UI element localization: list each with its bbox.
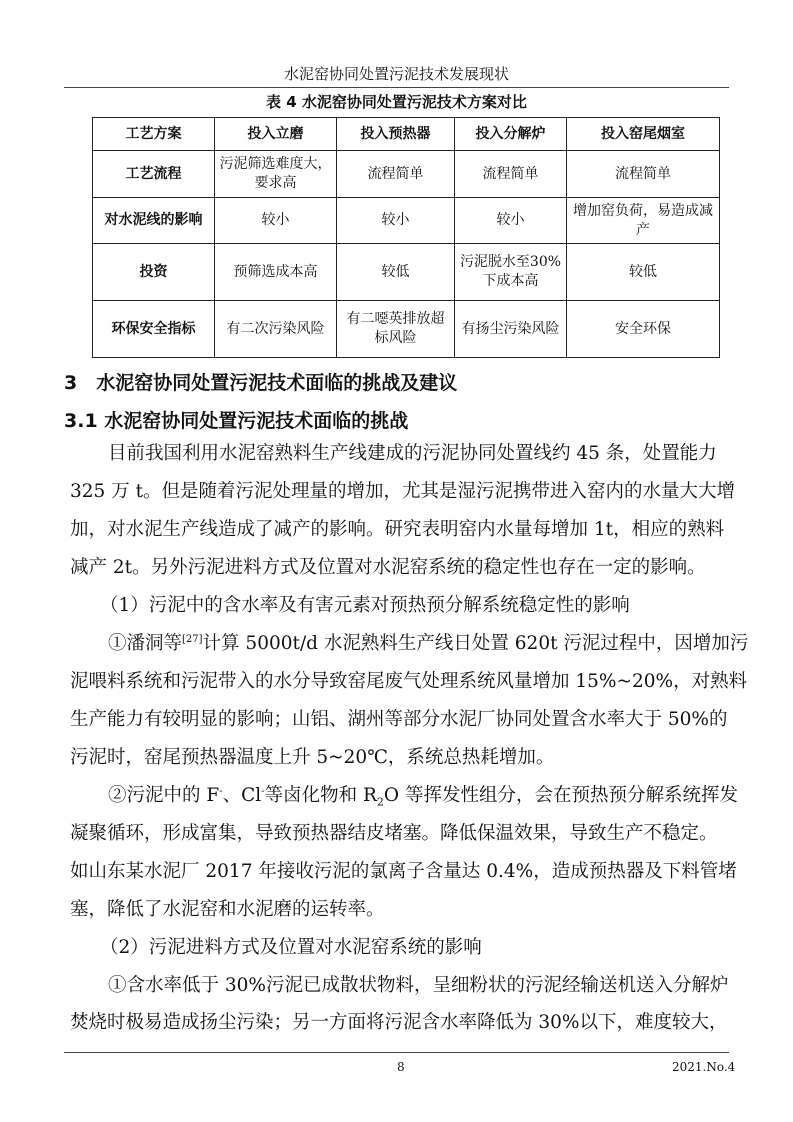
paragraph-line: 目前我国利用水泥窑熟料生产线建成的污泥协同处置线约 45 条，处置能力	[108, 443, 717, 464]
paragraph-line: 泥喂料系统和污泥带入的水分导致窑尾废气处理系统风量增加 15%~20%，对熟料	[70, 671, 748, 692]
text-run: ②污泥中的 F	[108, 785, 220, 806]
paragraph-line: ①含水率低于 30%污泥已成散状物料，呈细粉状的污泥经输送机送入分解炉	[108, 975, 729, 996]
subsection-heading: 3.1 水泥窑协同处置污泥技术面临的挑战	[64, 410, 409, 432]
header-rule	[64, 87, 729, 88]
paragraph-line: 减产 2t。另外污泥进料方式及位置对水泥窑系统的稳定性也存在一定的影响。	[70, 557, 706, 578]
table-cell: 流程简单	[567, 151, 720, 198]
table-cell: 污泥筛选难度大，要求高	[215, 151, 337, 198]
table-caption: 表 4 水泥窑协同处置污泥技术方案对比	[266, 93, 527, 111]
paragraph-line: ②污泥中的 F-、Cl-等卤化物和 $R_2O$ 等挥发性组分，会在预热预分解系统挥发	[108, 785, 738, 809]
paragraph-line: 加，对水泥生产线造成了减产的影响。研究表明窑内水量每增加 1t，相应的熟料	[70, 519, 725, 540]
text-run: 、Cl	[222, 785, 262, 806]
issue-label: 2021.No.4	[672, 1060, 736, 1074]
text-run: 等卤化物和 R	[264, 785, 377, 806]
page-number: 8	[397, 1060, 405, 1074]
table-cell: 有二噁英排放超标风险	[337, 301, 455, 358]
table-cell: 较小	[337, 198, 455, 244]
table-cell: 较低	[337, 244, 455, 301]
table-cell: 较小	[455, 198, 567, 244]
row-label: 环保安全指标	[93, 301, 215, 358]
header-cell: 投入预热器	[337, 118, 455, 151]
table-row	[93, 151, 720, 198]
paragraph-line: 生产能力有较明显的影响；山铝、湖州等部分水泥厂协同处置含水率大于 50%的	[70, 709, 728, 730]
table-cell: 较低	[567, 244, 720, 301]
row-label: 投资	[93, 244, 215, 301]
paragraph-line: 焚烧时极易造成扬尘污染；另一方面将污泥含水率降低为 30%以下，难度较大，	[70, 1012, 728, 1033]
header-cell: 工艺方案	[93, 118, 215, 151]
footer-rule	[64, 1052, 729, 1053]
table-cell: 安全环保	[567, 301, 720, 358]
header-cell: 投入窑尾烟室	[567, 118, 720, 151]
table-cell: 流程简单	[455, 151, 567, 198]
paragraph-line: 如山东某水泥厂 2017 年接收污泥的氯离子含量达 0.4%，造成预热器及下料管堵	[70, 861, 737, 882]
paragraph-line: （1）污泥中的含水率及有害元素对预热预分解系统稳定性的影响	[100, 595, 630, 616]
section-heading: 3 水泥窑协同处置污泥技术面临的挑战及建议	[64, 372, 458, 394]
table-cell: 流程简单	[337, 151, 455, 198]
text-run: 计算 5000t/d 水泥熟料生产线日处置 620t 污泥过程中，因增加污	[202, 633, 749, 654]
subscript: 2	[376, 795, 384, 809]
row-label: 对水泥线的影响	[93, 198, 215, 244]
header-cell: 投入分解炉	[455, 118, 567, 151]
table-cell: 有扬尘污染风险	[455, 301, 567, 358]
header-cell: 投入立磨	[215, 118, 337, 151]
paragraph-line: （2）污泥进料方式及位置对水泥窑系统的影响	[100, 937, 482, 958]
paragraph-line: 凝聚循环，形成富集，导致预热器结皮堵塞。降低保温效果，导致生产不稳定。	[70, 823, 718, 844]
table-row	[93, 301, 720, 358]
table-header-row	[93, 118, 720, 151]
row-label: 工艺流程	[93, 151, 215, 198]
table-cell: 污泥脱水至30%下成本高	[455, 244, 567, 301]
text-run: 等挥发性组分，会在预热预分解系统挥发	[404, 785, 738, 806]
table-cell: 预筛选成本高	[215, 244, 337, 301]
paragraph-line: 塞，降低了水泥窑和水泥磨的运转率。	[70, 899, 385, 920]
paragraph-line: 污泥时，窑尾预热器温度上升 5~20℃，系统总热耗增加。	[70, 747, 555, 768]
text-run: O	[383, 785, 405, 806]
table-cell: 较小	[215, 198, 337, 244]
table-cell: 有二次污染风险	[215, 301, 337, 358]
comparison-table	[92, 117, 720, 358]
paragraph-line	[108, 632, 749, 656]
table-row	[93, 244, 720, 301]
table-cell: 增加窑负荷，易造成减产	[567, 198, 720, 244]
paragraph-line: 325 万 t。但是随着污泥处理量的增加，尤其是湿污泥携带进入窑内的水量大大增	[70, 481, 736, 502]
running-header: 水泥窑协同处置污泥技术发展现状	[283, 65, 509, 83]
citation-ref[interactable]: [27]	[182, 633, 203, 645]
text-run: ①潘洞等	[108, 633, 183, 654]
table-row	[93, 198, 720, 244]
